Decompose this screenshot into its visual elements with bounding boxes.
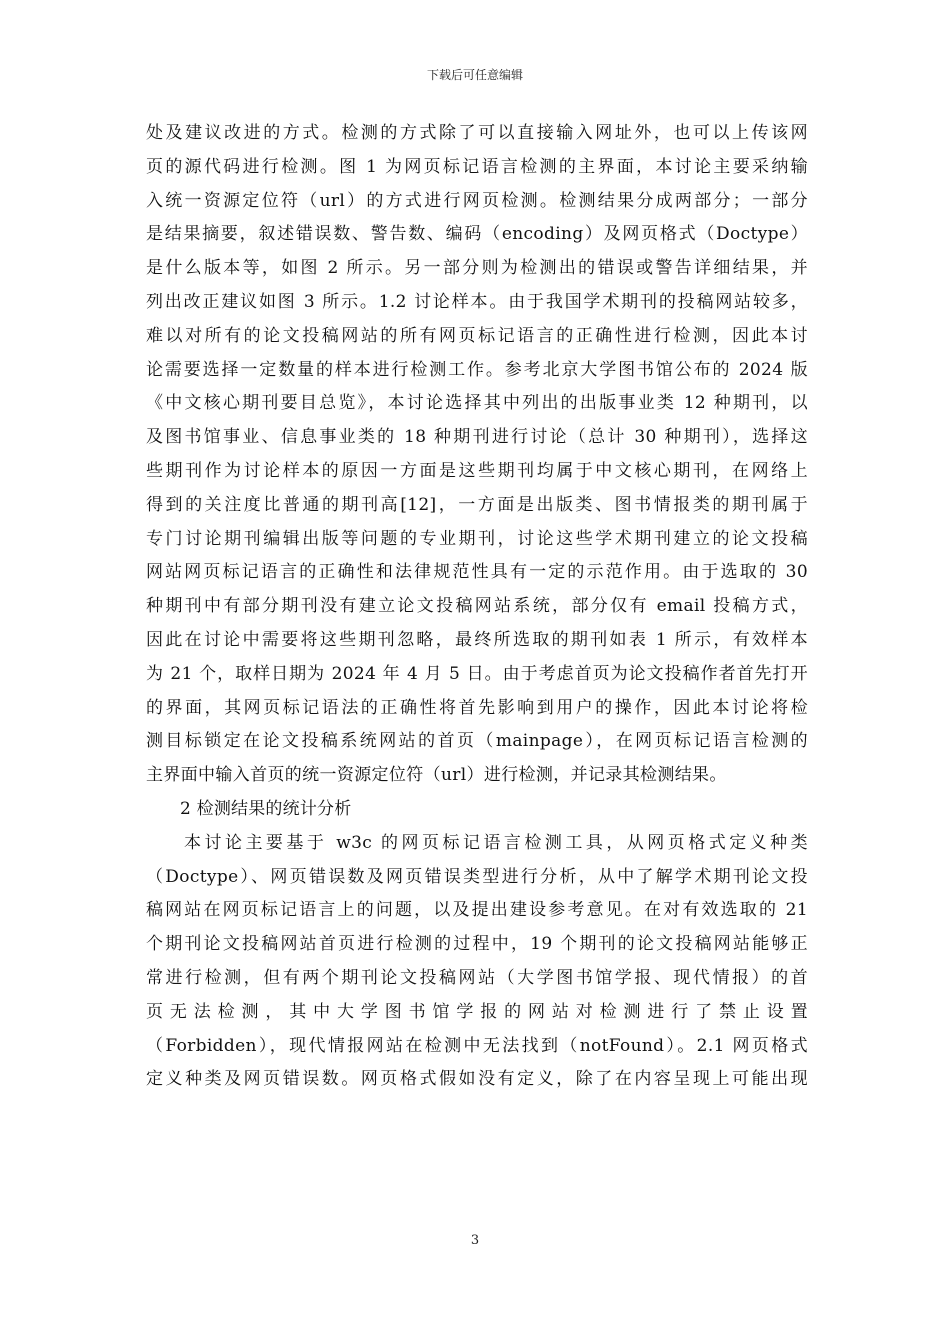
paragraph-line: （Forbidden），现代情报网站在检测中无法找到（notFound）。2.1 网页格式: [146, 1035, 808, 1056]
paragraph-line: 《中文核心期刊要目总览》，本讨论选择其中列出的出版事业类 12 种期刊，以: [146, 393, 808, 414]
paragraph-line: 测目标锁定在论文投稿系统网站的首页（mainpage），在网页标记语言检测的: [146, 731, 808, 752]
page-header: 下载后可任意编辑: [426, 68, 523, 82]
paragraph-line: 难以对所有的论文投稿网站的所有网页标记语言的正确性进行检测，因此本讨: [146, 325, 808, 346]
paragraph-line: 专门讨论期刊编辑出版等问题的专业期刊，讨论这些学术期刊建立的论文投稿: [146, 528, 808, 549]
paragraph-line: 是结果摘要，叙述错误数、警告数、编码（encoding）及网页格式（Doctype）: [146, 224, 808, 245]
paragraph-line: 个期刊论文投稿网站首页进行检测的过程中，19 个期刊的论文投稿网站能够正: [146, 934, 808, 955]
paragraph-line: 入统一资源定位符（url）的方式进行网页检测。检测结果分成两部分；一部分: [146, 190, 808, 211]
paragraph-line: 的界面，其网页标记语法的正确性将首先影响到用户的操作，因此本讨论将检: [146, 697, 808, 718]
paragraph-line: 是什么版本等，如图 2 所示。另一部分则为检测出的错误或警告详细结果，并: [146, 258, 808, 279]
document-body: [146, 117, 808, 1097]
paragraph-line: 主界面中输入首页的统一资源定位符（url）进行检测，并记录其检测结果。: [146, 765, 727, 786]
section-heading: 2 检测结果的统计分析: [180, 798, 352, 819]
paragraph-line: 页的源代码进行检测。图 1 为网页标记语言检测的主界面，本讨论主要采纳输: [146, 156, 808, 177]
paragraph-line: 网站网页标记语言的正确性和法律规范性具有一定的示范作用。由于选取的 30: [146, 562, 808, 583]
paragraph-line: 定义种类及网页错误数。网页格式假如没有定义，除了在内容呈现上可能出现: [146, 1069, 808, 1090]
paragraph-line: 为 21 个，取样日期为 2024 年 4 月 5 日。由于考虑首页为论文投稿作者首先打开: [146, 663, 808, 684]
paragraph-line: 论需要选择一定数量的样本进行检测工作。参考北京大学图书馆公布的 2024 版: [146, 359, 808, 380]
paragraph-line: 列出改正建议如图 3 所示。1.2 讨论样本。由于我国学术期刊的投稿网站较多，: [146, 291, 808, 312]
paragraph-line: 处及建议改进的方式。检测的方式除了可以直接输入网址外，也可以上传该网: [146, 123, 808, 143]
paragraph-line: 本讨论主要基于 w3c 的网页标记语言检测工具，从网页格式定义种类: [184, 832, 808, 853]
paragraph-line: 及图书馆事业、信息事业类的 18 种期刊进行讨论（总计 30 种期刊），选择这: [146, 427, 808, 448]
paragraph-line: 稿网站在网页标记语言上的问题，以及提出建设参考意见。在对有效选取的 21: [146, 900, 808, 921]
paragraph-line: 因此在讨论中需要将这些期刊忽略，最终所选取的期刊如表 1 所示，有效样本: [146, 629, 808, 650]
paragraph-line: 常进行检测，但有两个期刊论文投稿网站（大学图书馆学报、现代情报）的首: [146, 967, 808, 988]
paragraph-line: 得到的关注度比普通的期刊高[12]，一方面是出版类、图书情报类的期刊属于: [146, 494, 808, 515]
page-number: 3: [470, 1233, 480, 1248]
paragraph-line: 些期刊作为讨论样本的原因一方面是这些期刊均属于中文核心期刊，在网络上: [146, 460, 808, 481]
paragraph-line: 种期刊中有部分期刊没有建立论文投稿网站系统，部分仅有 email 投稿方式，: [146, 596, 808, 617]
paragraph-line: （Doctype）、网页错误数及网页错误类型进行分析，从中了解学术期刊论文投: [146, 866, 808, 887]
paragraph-line: 页无法检测，其中大学图书馆学报的网站对检测进行了禁止设置: [146, 1001, 808, 1022]
